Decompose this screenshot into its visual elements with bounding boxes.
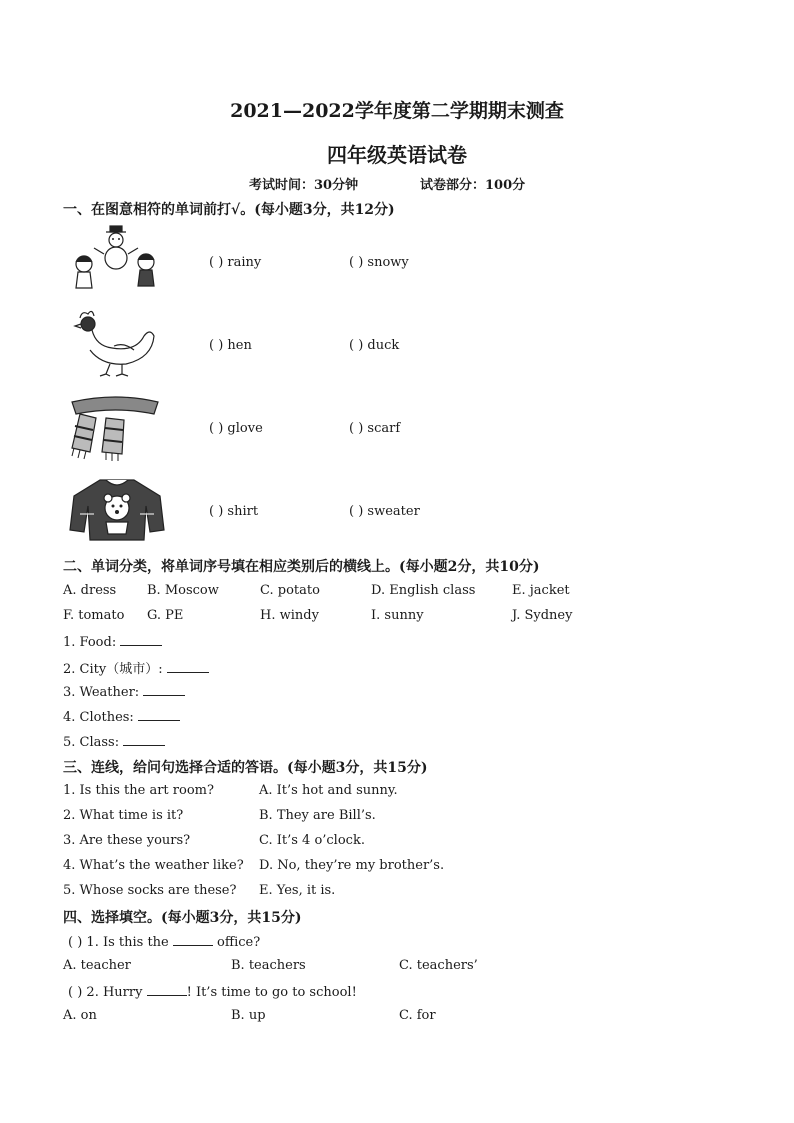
category-food-label: 1. Food: — [63, 635, 117, 650]
mc-q2-option-a[interactable]: A. on — [63, 1008, 97, 1023]
mc-q2-option-c[interactable]: C. for — [399, 1008, 436, 1023]
category-clothes — [63, 708, 180, 725]
option-d: D. English class — [371, 583, 476, 598]
row1-left-paren[interactable]: ( ) — [209, 255, 224, 270]
row4-right-paren[interactable]: ( ) — [349, 504, 364, 519]
category-class-blank[interactable] — [123, 733, 165, 746]
answer-c[interactable]: C. It’s 4 o’clock. — [259, 833, 365, 848]
category-class-label: 5. Class: — [63, 735, 120, 750]
section3-heading: 三、连线，给问句选择合适的答语。(每小题3分，共15分) — [63, 760, 428, 776]
answer-b[interactable]: B. They are Bill’s. — [259, 808, 376, 823]
row4-right-word: sweater — [367, 504, 420, 519]
category-city — [63, 658, 209, 677]
question-2[interactable]: 2. What time is it? — [63, 808, 184, 823]
mc-q1-option-c[interactable]: C. teachers’ — [399, 958, 478, 973]
row4-left-paren[interactable]: ( ) — [209, 504, 224, 519]
row3-right-word: scarf — [367, 421, 401, 436]
snowman-children-icon — [66, 222, 168, 294]
mc-question-2-blank[interactable] — [147, 983, 187, 996]
option-j: J. Sydney — [512, 608, 573, 623]
row1-right-word: snowy — [367, 255, 409, 270]
section1-heading: 一、在图意相符的单词前打√。(每小题3分，共12分) — [63, 202, 395, 218]
category-food — [63, 633, 162, 650]
answer-d[interactable]: D. No, they’re my brother’s. — [259, 858, 445, 873]
category-food-blank[interactable] — [120, 633, 162, 646]
mc-question-2-before: 2. Hurry — [86, 985, 143, 1000]
question-3[interactable]: 3. Are these yours? — [63, 833, 191, 848]
category-clothes-blank[interactable] — [138, 708, 180, 721]
question-4[interactable]: 4. What’s the weather like? — [63, 858, 244, 873]
option-f: F. tomato — [63, 608, 125, 623]
hen-icon — [66, 306, 168, 378]
mc-question-1-before: 1. Is this the — [86, 935, 169, 950]
section4-heading: 四、选择填空。(每小题3分，共15分) — [63, 910, 302, 926]
answer-e[interactable]: E. Yes, it is. — [259, 883, 336, 898]
option-a: A. dress — [63, 583, 117, 598]
option-h: H. windy — [260, 608, 319, 623]
answer-a[interactable]: A. It’s hot and sunny. — [259, 783, 398, 798]
row1-right-paren[interactable]: ( ) — [349, 255, 364, 270]
page-title: 2021—2022学年度第二学期期末测查 — [230, 100, 564, 122]
mc-question-1 — [68, 933, 260, 950]
option-g: G. PE — [147, 608, 184, 623]
option-e: E. jacket — [512, 583, 570, 598]
option-c: C. potato — [260, 583, 320, 598]
question-1[interactable]: 1. Is this the art room? — [63, 783, 214, 798]
category-weather-blank[interactable] — [143, 683, 185, 696]
option-i: I. sunny — [371, 608, 424, 623]
exam-time: 考试时间：30分钟 — [249, 178, 359, 193]
category-class — [63, 733, 165, 750]
sweater-icon — [66, 474, 168, 546]
mc-q2-option-b[interactable]: B. up — [231, 1008, 266, 1023]
mc-question-1-after: office? — [217, 935, 261, 950]
category-clothes-label: 4. Clothes: — [63, 710, 134, 725]
scarf-icon — [66, 390, 168, 462]
row2-right-paren[interactable]: ( ) — [349, 338, 364, 353]
page-subtitle: 四年级英语试卷 — [327, 143, 467, 167]
row3-left-word: glove — [227, 421, 263, 436]
mc-question-1-paren[interactable]: ( ) — [68, 935, 83, 950]
mc-question-2 — [68, 983, 357, 1000]
row2-left-word: hen — [227, 338, 252, 353]
total-score: 试卷部分：100分 — [420, 178, 526, 193]
question-5[interactable]: 5. Whose socks are these? — [63, 883, 237, 898]
option-b: B. Moscow — [147, 583, 219, 598]
category-city-blank[interactable] — [167, 660, 209, 673]
mc-q1-option-b[interactable]: B. teachers — [231, 958, 306, 973]
category-weather — [63, 683, 185, 700]
row1-left-word: rainy — [227, 255, 262, 270]
row2-left-paren[interactable]: ( ) — [209, 338, 224, 353]
mc-q1-option-a[interactable]: A. teacher — [63, 958, 131, 973]
row3-left-paren[interactable]: ( ) — [209, 421, 224, 436]
row2-right-word: duck — [367, 338, 400, 353]
mc-question-2-paren[interactable]: ( ) — [68, 985, 83, 1000]
mc-question-2-after: ! It’s time to go to school! — [186, 985, 357, 1000]
row4-left-word: shirt — [227, 504, 259, 519]
section2-heading: 二、单词分类，将单词序号填在相应类别后的横线上。(每小题2分，共10分) — [63, 559, 540, 575]
row3-right-paren[interactable]: ( ) — [349, 421, 364, 436]
mc-question-1-blank[interactable] — [173, 933, 213, 946]
category-city-label: 2. City（城市）: — [63, 662, 163, 677]
category-weather-label: 3. Weather: — [63, 685, 140, 700]
